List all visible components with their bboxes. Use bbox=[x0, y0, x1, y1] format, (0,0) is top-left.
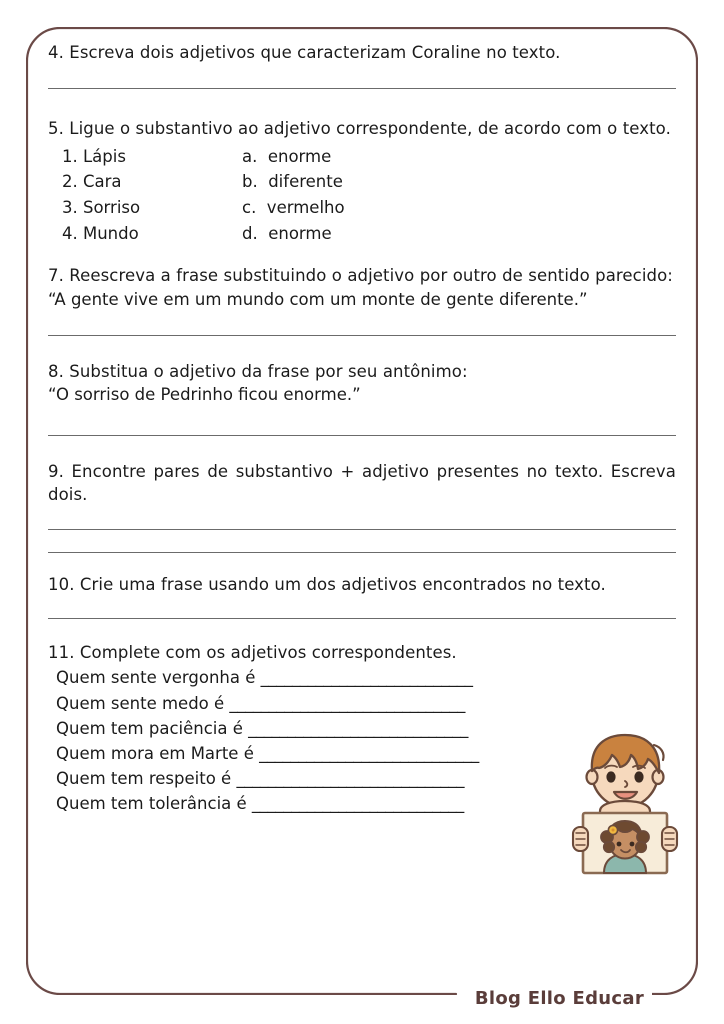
match-item-adjective[interactable]: a. enorme bbox=[242, 146, 332, 166]
fill-row-label: Quem tem respeito é bbox=[56, 768, 237, 788]
fill-row-label: Quem sente medo é bbox=[56, 693, 230, 713]
fill-row[interactable] bbox=[56, 691, 676, 716]
footer-brand-text: Blog Ello Educar bbox=[467, 988, 652, 1009]
match-item-noun[interactable]: 3. Sorriso bbox=[62, 197, 141, 217]
matching-column-nouns bbox=[62, 144, 242, 246]
fill-row-blank[interactable]: ___________________________ bbox=[251, 793, 464, 813]
question-9-text: 9. Encontre pares de substantivo + adjetivo presentes no texto. Escreva dois. bbox=[48, 461, 676, 505]
fill-row-blank[interactable]: ____________________________ bbox=[259, 743, 479, 763]
worksheet-card bbox=[26, 27, 698, 1009]
footer-brand bbox=[26, 988, 698, 1009]
fill-row[interactable] bbox=[56, 665, 676, 690]
question-10-text: 10. Crie uma frase usando um dos adjetivos encontrados no texto. bbox=[48, 574, 606, 594]
fill-row-label: Quem tem paciência é bbox=[56, 718, 249, 738]
question-5-text: 5. Ligue o substantivo ao adjetivo correspondente, de acordo com o texto. bbox=[48, 119, 671, 139]
question-8-text: 8. Substitua o adjetivo da frase por seu antônimo: bbox=[48, 361, 468, 381]
boy-holding-portrait-illustration bbox=[566, 727, 684, 877]
matching-column-adjectives bbox=[242, 144, 502, 246]
question-11-text: 11. Complete com os adjetivos correspondentes. bbox=[48, 643, 457, 663]
question-4-text: 4. Escreva dois adjetivos que caracterizam Coraline no texto. bbox=[48, 43, 561, 62]
question-8-quote: “O sorriso de Pedrinho ficou enorme.” bbox=[48, 385, 361, 405]
matching-exercise bbox=[48, 144, 676, 246]
fill-row-label: Quem sente vergonha é bbox=[56, 668, 261, 688]
match-item-noun[interactable]: 1. Lápis bbox=[62, 146, 126, 166]
question-7-quote: “A gente vive em um mundo com um monte de gente diferente.” bbox=[48, 289, 588, 309]
match-item-adjective[interactable]: d. enorme bbox=[242, 223, 332, 243]
fill-row-blank[interactable]: ___________________________ bbox=[260, 668, 473, 688]
match-item-noun[interactable]: 2. Cara bbox=[62, 172, 122, 192]
question-7-text: 7. Reescreva a frase substituindo o adjetivo por outro de sentido parecido: bbox=[48, 266, 673, 286]
fill-row-label: Quem tem tolerância é bbox=[56, 793, 252, 813]
match-item-adjective[interactable]: c. vermelho bbox=[242, 197, 345, 217]
fill-row-blank[interactable]: ______________________________ bbox=[229, 693, 465, 713]
fill-row-blank[interactable]: ____________________________ bbox=[248, 718, 468, 738]
fill-row-label: Quem mora em Marte é bbox=[56, 743, 260, 763]
fill-row-blank[interactable]: _____________________________ bbox=[236, 768, 465, 788]
match-item-adjective[interactable]: b. diferente bbox=[242, 172, 343, 192]
match-item-noun[interactable]: 4. Mundo bbox=[62, 223, 139, 243]
worksheet-content bbox=[26, 27, 698, 816]
